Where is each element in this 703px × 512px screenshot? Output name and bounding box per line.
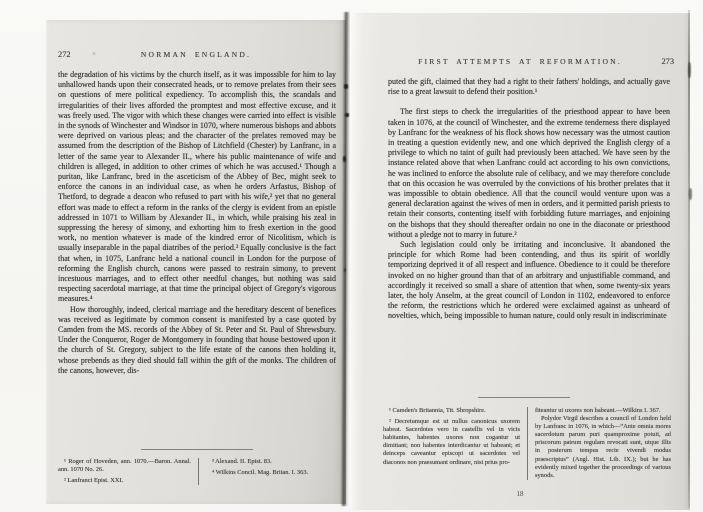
paragraph: puted the gift, claimed that they had a right to their fathers' holdings, and actually gave rise to a great lawsuit to defend their position.¹ — [388, 77, 670, 97]
right-footnotes — [383, 407, 671, 480]
footnote-continuation: fiteantur ut uxores non habeant.—Wilkins I. 367. — [535, 407, 661, 414]
left-running-head — [46, 50, 346, 62]
right-body-text — [388, 77, 670, 322]
footnote: ⁴ Wilkins Concil. Mag. Britan. I. 363. — [212, 469, 309, 477]
footnote: Polydor Virgil describes a council of London held by Lanfranc in 1076, in which—“Ante omnia mores sacerdotum parum puri quamproxime potuit, ad priscorum patrum regulam revocati sunt, utque illis in posterum tempus recte vivendi modus praescriptus” (Angl. Hist. Lib. IX.); but he has evidently mixed together the proceedings of various synods. — [535, 415, 671, 479]
scan-artifact: × — [92, 50, 96, 58]
footnote-column-left — [383, 407, 527, 480]
paragraph: How thoroughly, indeed, clerical marriage and the hereditary descent of benefices was received as legitimate by common consent is manifested by a case quoted by Camden from the MS. records of the Abbey of St. Peter and St. Paul of Shrewsbury. Under the Conqueror, Roger de Montgomery in founding that house bestowed upon it the church of St. Gregory, subject to the life estate of the canons then holding it, whose prebends as they died should fall within the gift of the monks. The children of the canons, however, dis- — [58, 304, 336, 375]
paragraph: the degradation of his victims by the church itself, as it was impossible for him to lay unhallowed hands upon their consecrated heads, or to remove prelates from their sees on questions of mere political expediency. To accomplish this, the scandals and irregularities of their lives afforded the promptest and most effective excuse, and it was freely used. The vigor with which these changes were carried into effect is visible in the synods of Winchester and Windsor in 1070, where numerous bishops and abbots were deprived on various pleas; and the character of the prelates removed may be assumed from the description of the Bishop of Litchfield (Chester) by Lanfranc, in a letter of the same year to Alexander II., where his public maintenance of wife and children is alleged, in addition to other crimes of which he was accused.¹ Though a puritan, like Lanfranc, bred in the asceticism of the Abbey of Bec, might seek to enforce the canons in an individual case, as when he orders Arfastus, Bishop of Thetford, to degrade a deacon who refused to part with his wife,² yet that no general effort was made to effect a reform in the ranks of the clergy is evident from an epistle addressed in 1071 to William by Alexander II., in which, while praising his zeal in suppressing the heresy of simony, and exhorting him to fresh exertion in the good work, no mention whatever is made of the kindred error of Nicolitism, which is usually inseparable in the papal diatribes of the period.³ Equally conclusive is the fact that when, in 1075, Lanfranc held a national council in London for the purpose of reforming the English church, canons were passed to restrain simony, to prevent incestuous marriages, and to effect other needful changes, but nothing was said respecting sacerdotal marriage, at that time the principal object of Gregory's vigorous measures.⁴ — [58, 70, 336, 304]
paragraph: The first steps to check the irregularities of the priesthood appear to have been taken in 1076, at the council of Winchester, and the extreme tenderness there displayed by Lanfranc for the weakness of his flock shows how necessary was the utmost caution in treating a question evidently new, and one which deprived the English clergy of a privilege to which no taint of guilt had previously been attached. We have seen by the instance related above that when Lanfranc could act according to his own convictions, he was inclined to enforce the absolute rule of celibacy, and we may therefore conclude that on this occasion he was overruled by the convictions of his brother prelates that it was impossible to obtain obedience. All that the council would venture upon was a general declaration against the wives of men in orders, and it permitted parish priests to retain their consorts, contenting itself with forbidding future marriages, and enjoining on the bishops that they should thereafter ordain no one in the diaconate or priesthood without a pledge not to marry in future.² — [388, 107, 670, 239]
footnote-column-left — [58, 458, 198, 485]
footnote: ³ Alexand. II. Epist. 83. — [212, 458, 272, 465]
footnote-column-right — [198, 458, 338, 485]
left-footnotes — [58, 458, 338, 485]
right-running-title: FIRST ATTEMPTS AT REFORMATION. — [418, 57, 622, 66]
scan-artifact — [344, 268, 346, 272]
footnote: ² Lanfranci Epist. XXI. — [64, 477, 124, 485]
scan-artifact — [344, 84, 348, 89]
page-left — [46, 20, 346, 504]
footnote: ² Decretumque est ut nullus canonicus uxorem habeat. Sacerdotes vero in castellis vel in vicis habitantes, habentes uxores non cogantur ut dimittant; non habentes interdicantur ut habeant; et deinceps caveantur episcopi ut sacerdotes vel diaconos non praesumant ordinare, nisi prius pro- — [383, 418, 520, 466]
page-right — [350, 13, 690, 510]
left-running-title: NORMAN ENGLAND. — [140, 50, 252, 59]
footnote: ¹ Roger of Hoveden, ann. 1070.—Baron. Annal. ann. 1070 No. 26. — [58, 458, 191, 474]
footnote-separator-rule — [478, 397, 570, 398]
scan-artifact — [689, 188, 692, 200]
right-running-head — [350, 57, 690, 69]
scan-artifact — [343, 156, 346, 162]
footnote-column-right — [527, 407, 671, 480]
footnote-separator-rule — [141, 449, 253, 450]
signature-mark: 18 — [516, 490, 524, 498]
scan-artifact — [345, 113, 349, 117]
left-page-number: 272 — [58, 50, 71, 59]
paragraph: Such legislation could only be irritating and inconclusive. It abandoned the principle for which Rome had been contending, and thus its spirit of worldly temporizing deprived it of all respect and influence. Obedience to it could be therefore invoked on no higher ground than that of an arbitrary and unjustifiable command, and accordingly it received so small a share of attention that when, some twenty-six years later, the holy Anselm, at the great council of London in 1102, endeavored to enforce the reform, the restrictions which he ordered were exclaimed against as unheard of novelties, which, being impossible to human nature, could only result in indiscriminate — [388, 240, 670, 321]
scan-artifact — [688, 62, 691, 78]
right-page-number: 273 — [661, 57, 674, 66]
footnote: ¹ Camden's Britannia, Tit. Shropshire. — [389, 407, 486, 414]
page-edge-line — [688, 10, 690, 508]
left-body-text — [58, 70, 336, 376]
